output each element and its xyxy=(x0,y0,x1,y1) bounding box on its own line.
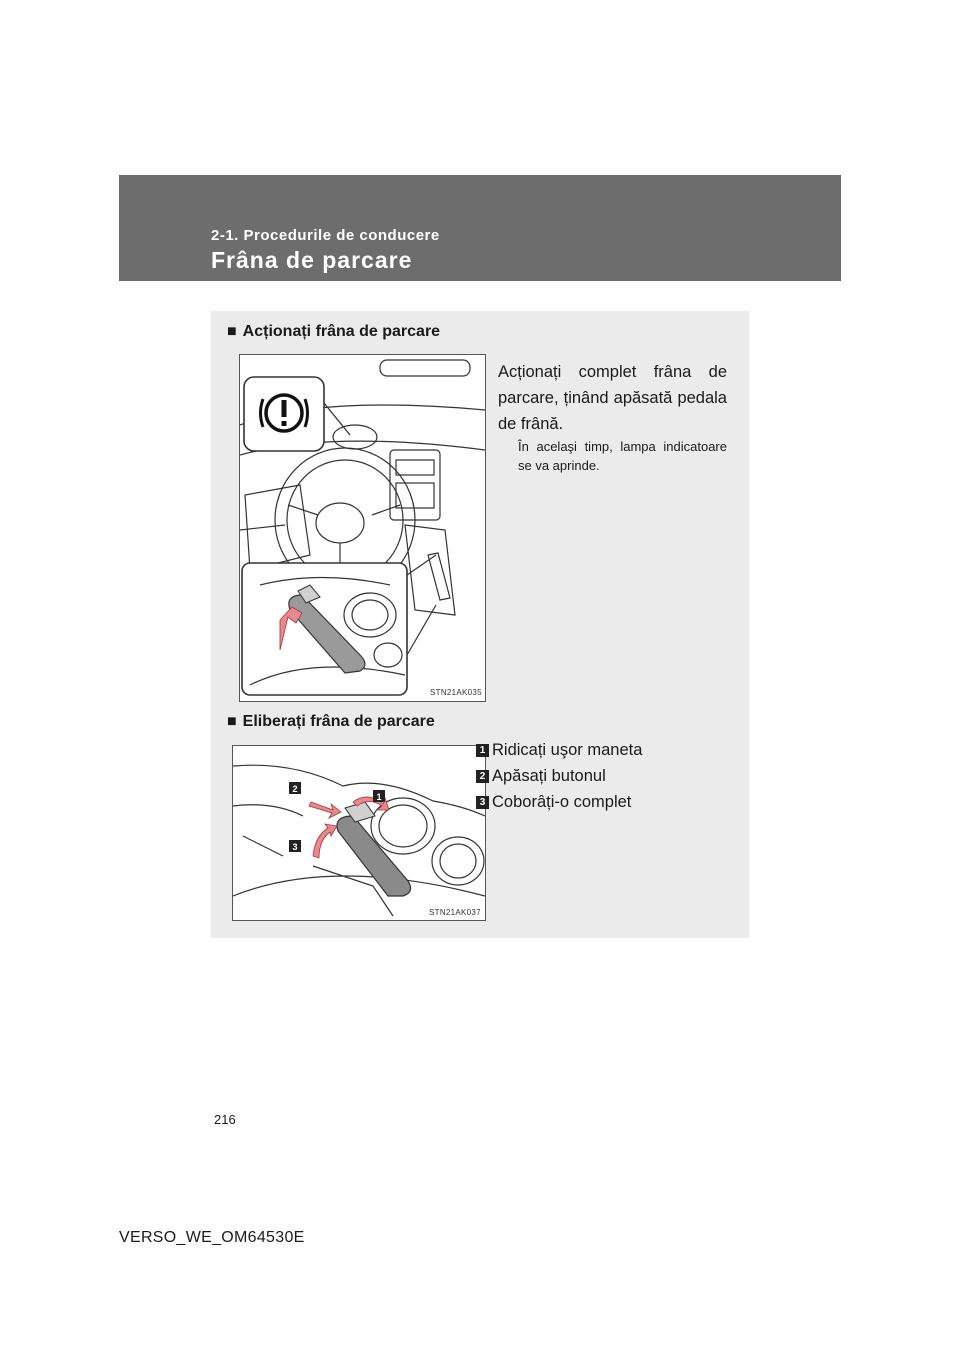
lower-arrow-icon xyxy=(313,824,337,858)
header-band xyxy=(119,175,841,281)
release-brake-heading: ■ Eliberați frâna de parcare xyxy=(227,713,435,730)
release-step-1 xyxy=(476,739,642,761)
push-arrow-icon xyxy=(309,802,341,818)
page-title: Frâna de parcare xyxy=(211,247,413,273)
square-bullet-icon: ■ xyxy=(227,323,237,340)
step-number-badge: 3 xyxy=(476,796,489,809)
release-step-3 xyxy=(476,791,631,813)
step-number-badge: 1 xyxy=(476,744,489,757)
content-panel xyxy=(211,311,749,938)
document-code: VERSO_WE_OM64530E xyxy=(119,1229,305,1246)
figure-code: STN21AK035 xyxy=(430,688,482,697)
callout-3: 3 xyxy=(292,842,298,852)
release-brake-illustration xyxy=(233,746,485,920)
step-text: Ridicați uşor maneta xyxy=(492,740,643,759)
figure-code: STN21AK037 xyxy=(429,908,481,917)
release-brake-figure xyxy=(232,745,486,921)
set-brake-note: În acelaşi timp, lampa indicatoare se va aprinde. xyxy=(518,439,727,473)
release-step-2 xyxy=(476,765,606,787)
callout-1: 1 xyxy=(376,792,382,802)
page-number: 216 xyxy=(214,1112,236,1127)
set-brake-heading: ■ Acționați frâna de parcare xyxy=(227,323,441,340)
step-text: Coborâți-o complet xyxy=(492,792,632,811)
step-text: Apăsați butonul xyxy=(492,766,606,785)
callout-2: 2 xyxy=(292,784,298,794)
section-label: 2-1. Procedurile de conducere xyxy=(211,227,440,244)
parking-brake-dashboard-illustration xyxy=(240,355,485,701)
square-bullet-icon: ■ xyxy=(227,713,237,730)
set-brake-body: Acționați complet frâna de parcare, ținând apăsată pedala de frână. xyxy=(498,363,727,433)
step-number-badge: 2 xyxy=(476,770,489,783)
set-brake-figure xyxy=(239,354,486,702)
